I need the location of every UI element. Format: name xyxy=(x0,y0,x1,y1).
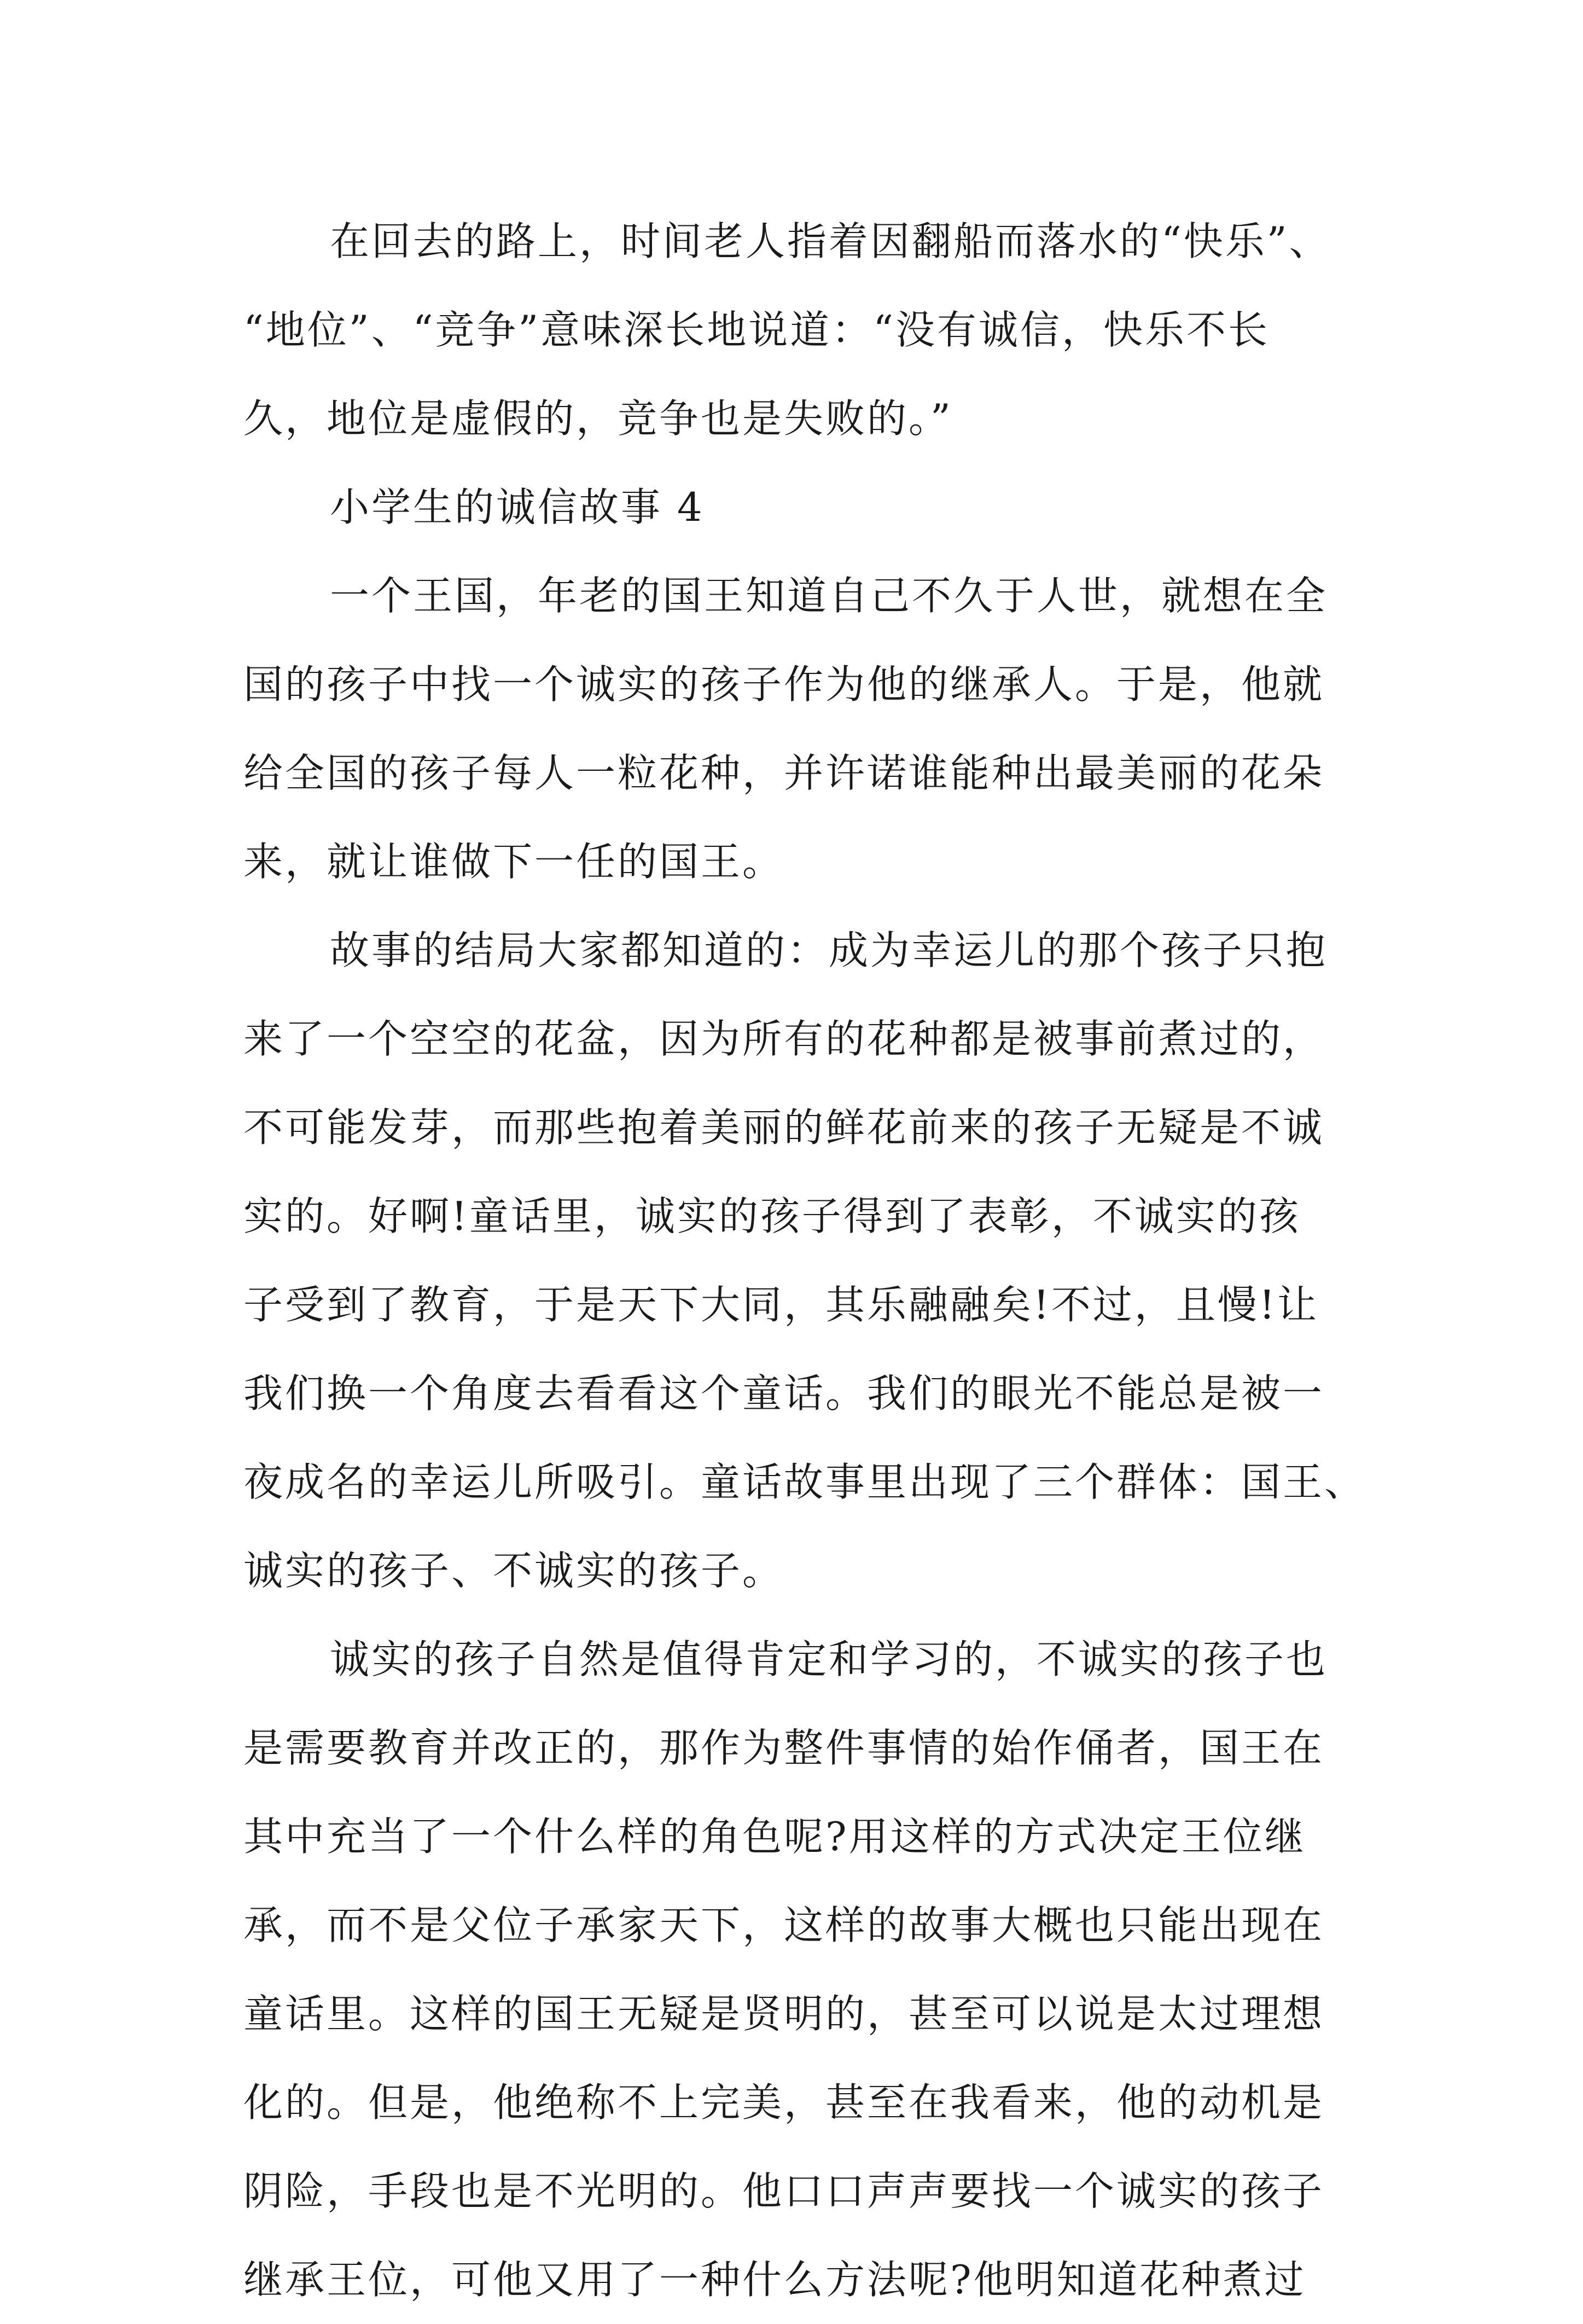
paragraph-line: 子受到了教育，于是天下大同，其乐融融矣!不过，且慢!让 xyxy=(243,1282,1319,1328)
paragraph-line: 一个王国，年老的国王知道自己不久于人世，就想在全 xyxy=(330,573,1328,619)
paragraph-line: 诚实的孩子自然是值得肯定和学习的，不诚实的孩子也 xyxy=(330,1636,1328,1682)
paragraph-line: 我们换一个角度去看看这个童话。我们的眼光不能总是被一 xyxy=(243,1370,1325,1416)
paragraph-line: 不可能发芽，而那些抱着美丽的鲜花前来的孩子无疑是不诚 xyxy=(243,1105,1325,1151)
paragraph-line: 承，而不是父位子承家天下，这样的故事大概也只能出现在 xyxy=(243,1902,1325,1948)
paragraph-line: 是需要教育并改正的，那作为整件事情的始作俑者，国王在 xyxy=(243,1725,1325,1771)
paragraph-line: 故事的结局大家都知道的：成为幸运儿的那个孩子只抱 xyxy=(330,927,1328,973)
paragraph-line: “地位”、“竞争”意味深长地说道：“没有诚信，快乐不长 xyxy=(243,307,1270,353)
paragraph-line: 实的。好啊!童话里，诚实的孩子得到了表彰，不诚实的孩 xyxy=(243,1193,1301,1239)
paragraph-line: 继承王位，可他又用了一种什么方法呢?他明知道花种煮过 xyxy=(243,2257,1306,2303)
paragraph-line: 化的。但是，他绝称不上完美，甚至在我看来，他的动机是 xyxy=(243,2079,1325,2125)
paragraph-line: 给全国的孩子每人一粒花种，并许诺谁能种出最美丽的花朵 xyxy=(243,750,1325,796)
section-heading: 小学生的诚信故事 4 xyxy=(330,484,705,530)
paragraph-line: 阴险，手段也是不光明的。他口口声声要找一个诚实的孩子 xyxy=(243,2168,1325,2214)
paragraph-line: 来，就让谁做下一任的国王。 xyxy=(243,839,784,885)
paragraph-line: 童话里。这样的国王无疑是贤明的，甚至可以说是太过理想 xyxy=(243,1991,1325,2037)
paragraph-line: 夜成名的幸运儿所吸引。童话故事里出现了三个群体：国王、 xyxy=(243,1459,1366,1505)
paragraph-line: 其中充当了一个什么样的角色呢?用这样的方式决定王位继 xyxy=(243,1814,1306,1860)
paragraph-line: 久，地位是虚假的，竞争也是失败的。” xyxy=(243,396,953,441)
paragraph-line: 国的孩子中找一个诚实的孩子作为他的继承人。于是，他就 xyxy=(243,661,1325,707)
paragraph-line: 在回去的路上，时间老人指着因翻船而落水的“快乐”、 xyxy=(330,218,1331,264)
paragraph-line: 来了一个空空的花盆，因为所有的花种都是被事前煮过的， xyxy=(243,1016,1325,1062)
paragraph-line: 诚实的孩子、不诚实的孩子。 xyxy=(243,1548,784,1594)
